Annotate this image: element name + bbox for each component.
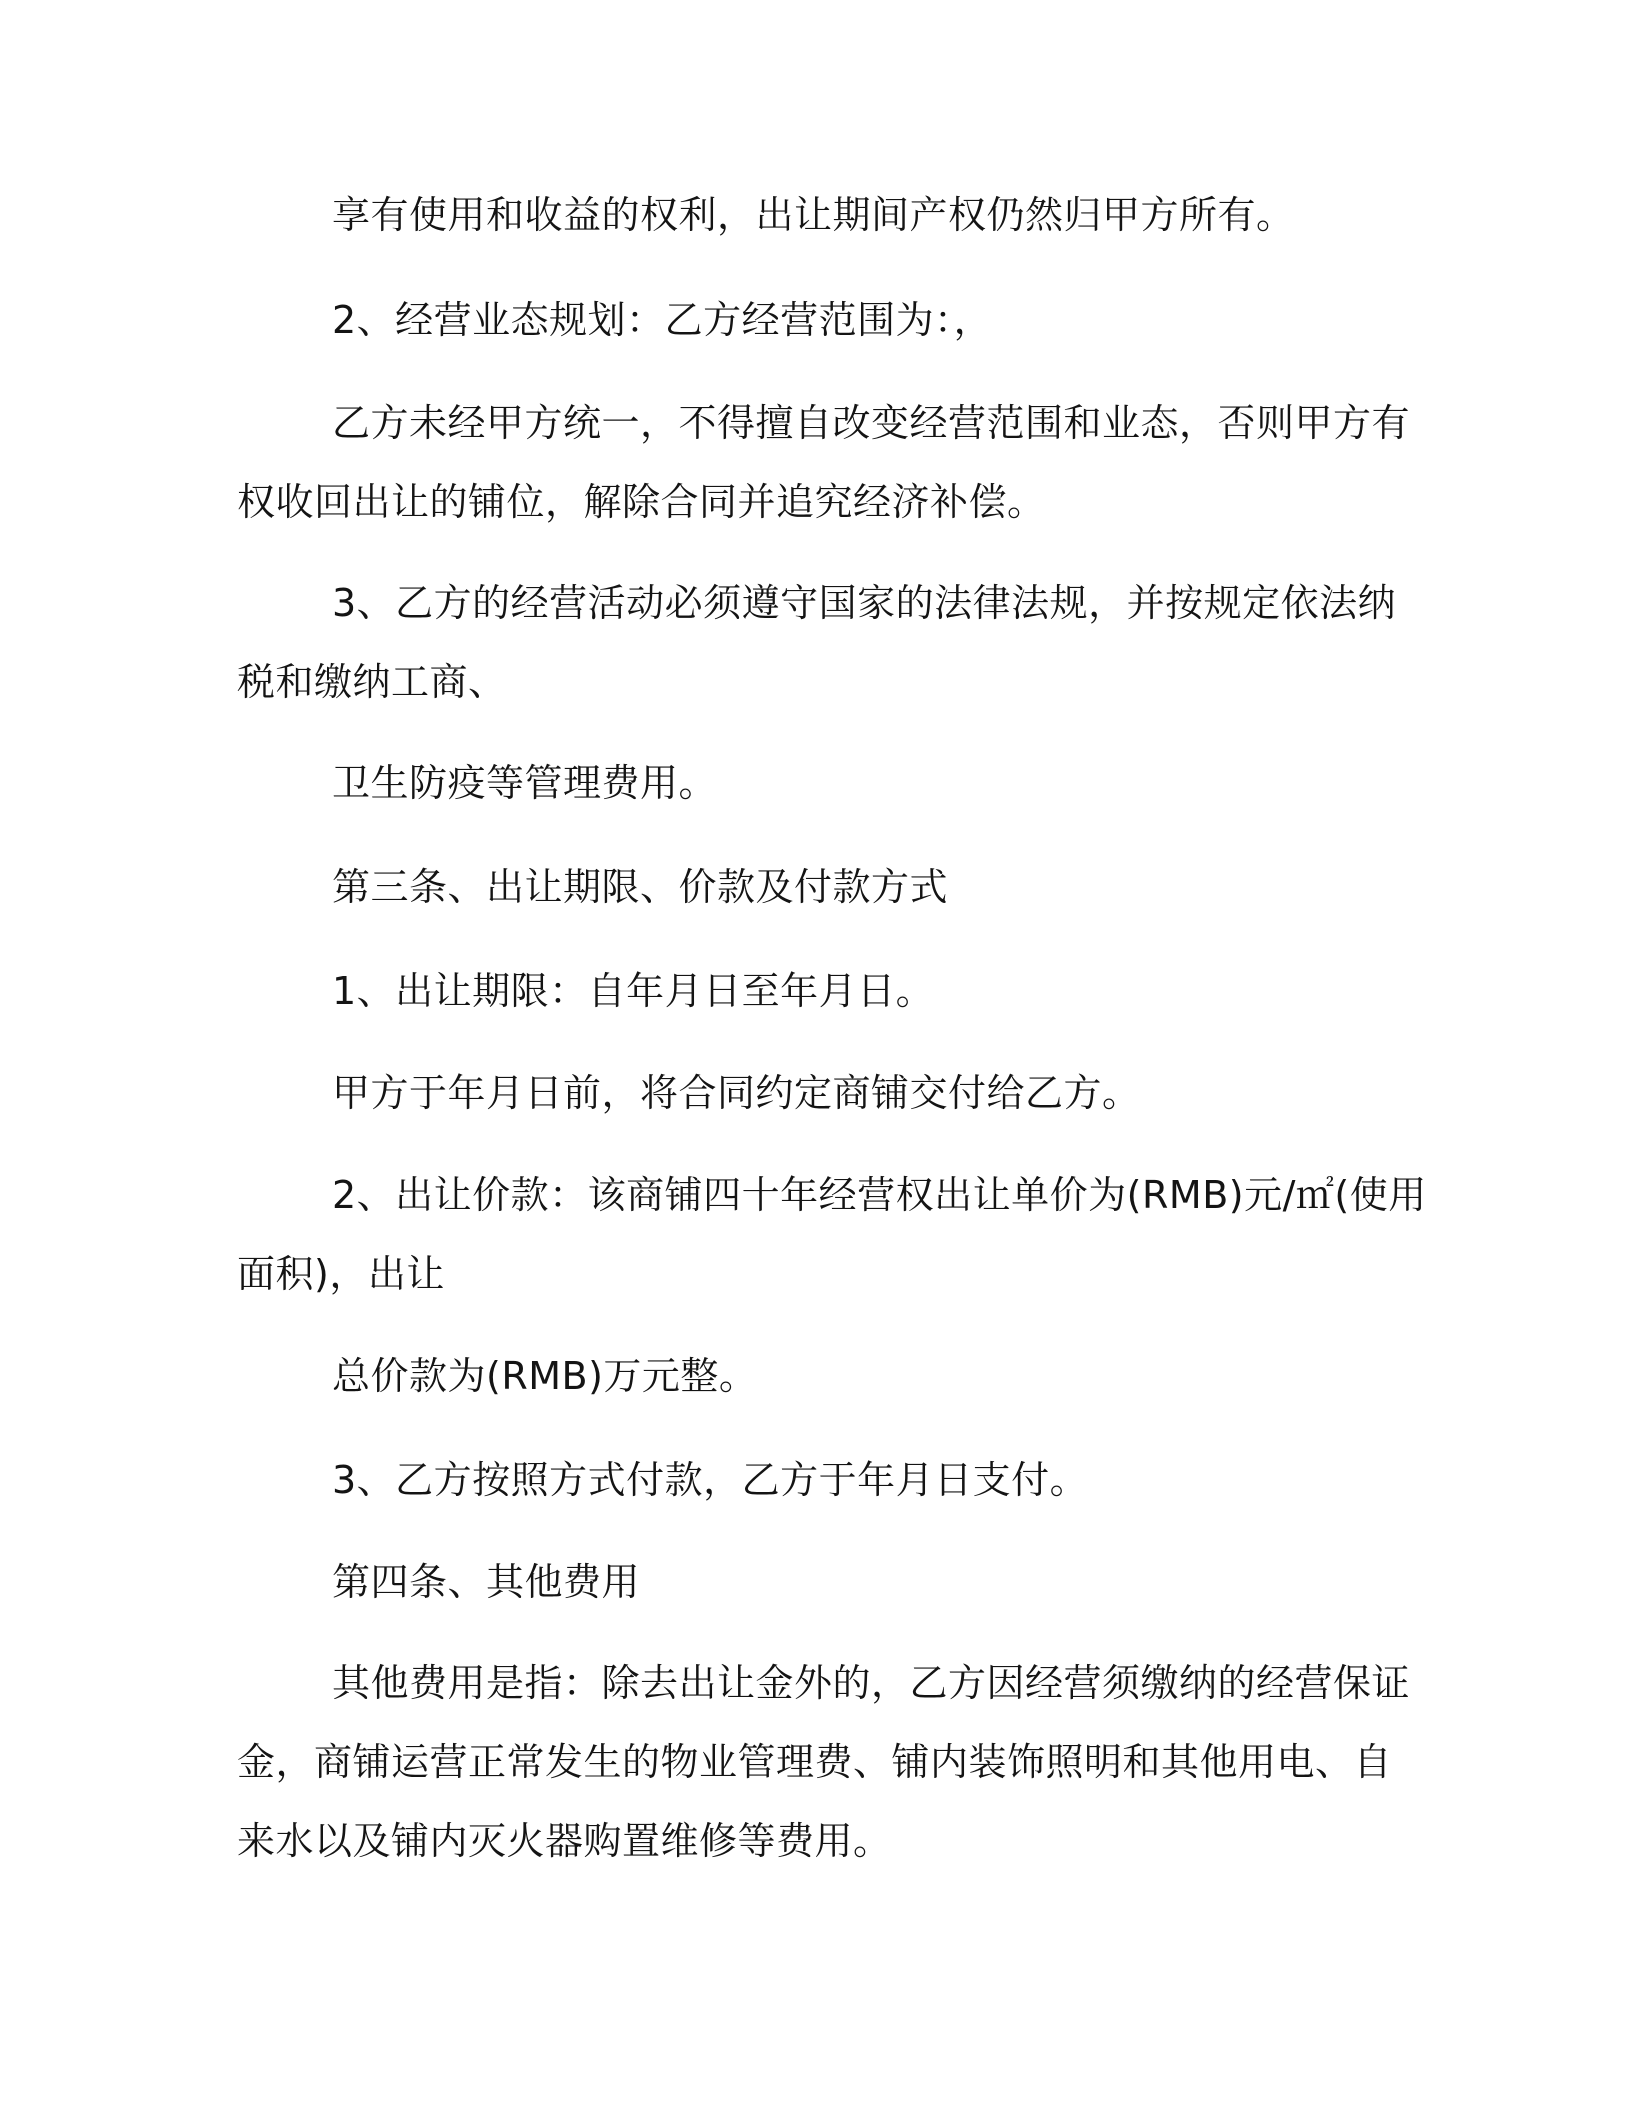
line-5: 3、乙方的经营活动必须遵守国家的法律法规，并按规定依法纳 [332,581,1397,625]
line-6: 税和缴纳工商、 [237,660,507,704]
line-7: 卫生防疫等管理费用。 [332,761,718,805]
line-14: 3、乙方按照方式付款，乙方于年月日支付。 [332,1458,1089,1502]
line-18: 来水以及铺内灭火器购置维修等费用。 [237,1819,892,1863]
line-13: 总价款为(RMB)万元整。 [332,1354,758,1398]
line-9: 1、出让期限：自年月日至年月日。 [332,969,935,1013]
line-2: 2、经营业态规划：乙方经营范围为：， [332,298,993,342]
line-17: 金，商铺运营正常发生的物业管理费、铺内装饰照明和其他用电、自 [237,1740,1393,1784]
line-15: 第四条、其他费用 [332,1560,641,1604]
line-4: 权收回出让的铺位，解除合同并追究经济补偿。 [237,480,1046,524]
line-3: 乙方未经甲方统一，不得擅自改变经营范围和业态，否则甲方有 [332,401,1411,445]
line-12: 面积)，出让 [237,1252,445,1296]
line-1: 享有使用和收益的权利，出让期间产权仍然归甲方所有。 [332,193,1295,237]
line-16: 其他费用是指：除去出让金外的，乙方因经营须缴纳的经营保证 [332,1661,1411,1705]
line-8: 第三条、出让期限、价款及付款方式 [332,865,949,909]
line-11: 2、出让价款：该商铺四十年经营权出让单价为(RMB)元/㎡(使用 [332,1173,1427,1217]
line-10: 甲方于年月日前，将合同约定商铺交付给乙方。 [332,1071,1141,1115]
